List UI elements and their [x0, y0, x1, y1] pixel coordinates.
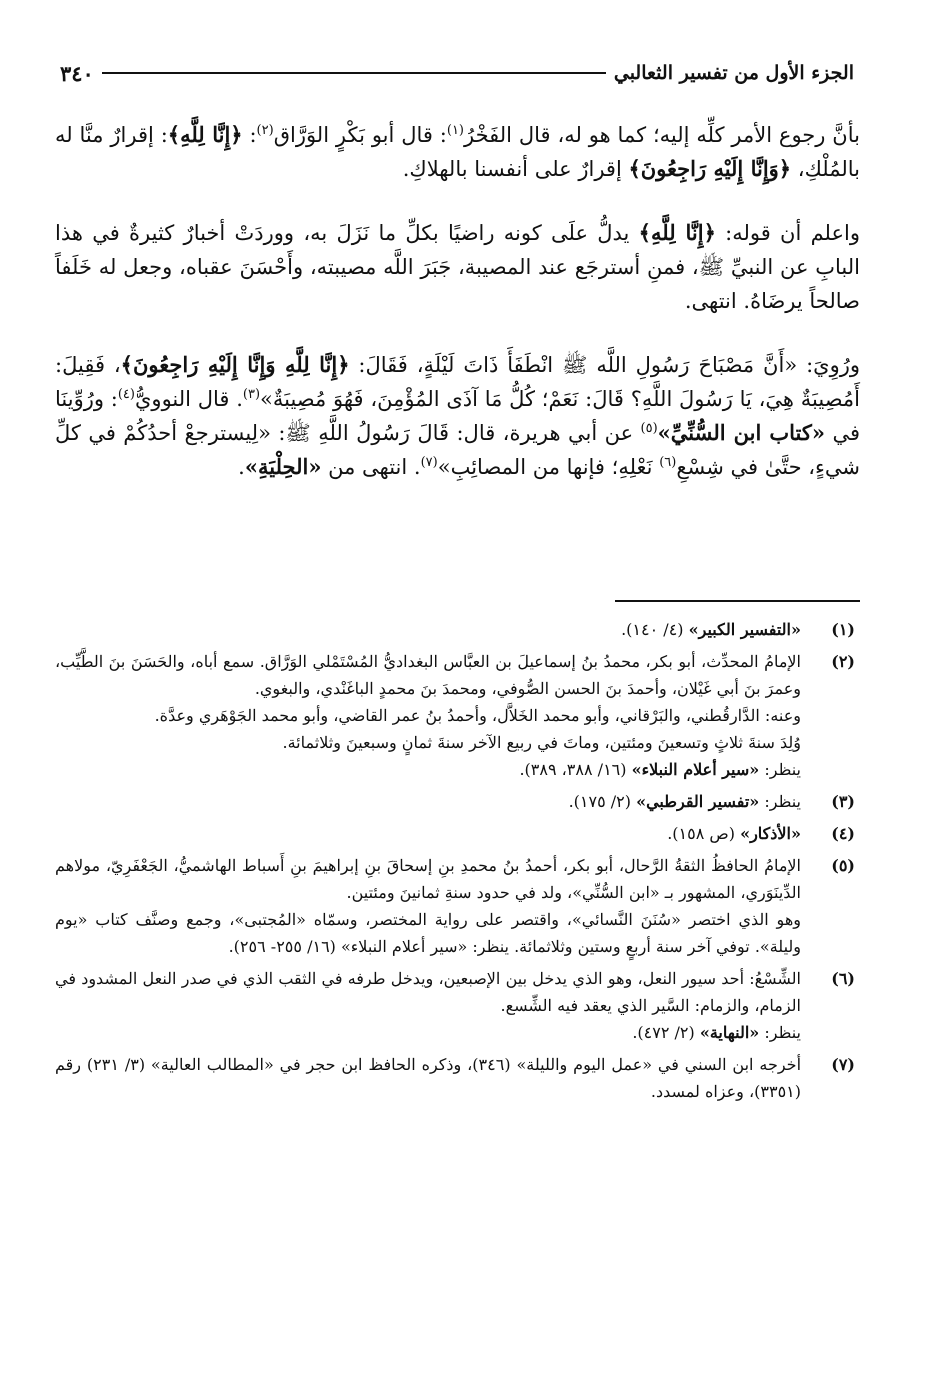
footnote-paragraph: [55, 648, 801, 702]
footnote-paragraph: [55, 852, 801, 906]
footnote-source-title: «الأذكار»: [740, 824, 801, 843]
footnote-ref-5[interactable]: (٥): [640, 421, 658, 436]
footnote-paragraph: [55, 965, 801, 1019]
text-run: :: [242, 123, 257, 147]
book-title: «كتاب ابن السُّنِّيِّ»: [657, 420, 826, 445]
footnote-text-run: ينظر:: [759, 792, 801, 811]
text-run: : إقرارٌ منَّا له بالمُلْكِ،: [55, 123, 860, 181]
footnote-paragraph: [55, 616, 801, 643]
quran-quote: ﴿وَإِنَّا إِلَيْهِ رَاجِعُونَ﴾: [628, 156, 792, 181]
quran-quote: ﴿إِنَّا لِلَّهِ﴾: [638, 220, 716, 245]
text-run: ، فَقِيلَ: أَمُصِيبَةٌ هِيَ، يَا رَسُولَ اللَّهِ؟ قَالَ: نَعَمْ؛ كُلُّ مَا آذَى المُؤْمِنَ، فَهُوَ مُصِيبَةٌ»: [55, 353, 860, 411]
footnote-text: [55, 648, 801, 783]
footnote-text-run: الإمامُ الحافظُ الثقةُ الرَّحال، أبو بكر، أحمدُ بنُ محمدِ بنِ إسحاقَ بنِ إبراهيمَ بنِ أَسباط الهاشميُّ، الجَعْفَرِيّ، مولاهم الدِّينَوَري، المشهور بـ «ابن السُّنِّي»، ولد في حدود سنةِ ثمانينَ ومئتين.: [55, 856, 801, 902]
footnote-text-run: الإمامُ المحدِّث، أبو بكر، محمدُ بنُ إسماعيلَ بن العبَّاس البغداديُّ المُسْتَمْلي الوَرَّاق. سمع أباه، والحَسَنَ بنَ الطَّيِّب، وعمرَ بنَ أبي غَيْلان، وأحمدَ بنَ الحسن الصُّوفي، ومحمدَ بنَ محمدٍ الباغَنْدي، والبغوي.: [55, 652, 801, 698]
footnotes: [55, 616, 855, 1110]
footnote-paragraph: [55, 906, 801, 960]
quran-quote: ﴿إِنَّا لِلَّهِ وَإِنَّا إِلَيْهِ رَاجِعُونَ﴾: [120, 352, 350, 377]
footnote-paragraph: [55, 729, 801, 756]
footnote-1: [55, 616, 855, 643]
footnote-ref-3[interactable]: (٣): [242, 387, 261, 402]
text-run: واعلم أن قوله:: [715, 221, 860, 245]
footnote-paragraph: [55, 1019, 801, 1046]
footnote-ref-1[interactable]: (١): [446, 123, 464, 138]
main-text: [55, 118, 860, 514]
footnote-text: [55, 820, 801, 847]
paragraph-2: [55, 216, 860, 318]
footnote-3: [55, 788, 855, 815]
footnote-text: [55, 852, 801, 960]
footnote-text-run: ينظر:: [759, 1023, 801, 1042]
page-number: ٣٤٠: [60, 60, 94, 86]
footnote-text-run: (ص ١٥٨).: [667, 824, 741, 843]
running-title: الجزء الأول من تفسير الثعالبي: [613, 62, 854, 84]
text-run: .: [238, 455, 245, 479]
quran-quote: ﴿إِنَّا لِلَّهِ﴾: [167, 122, 243, 147]
footnote-text-run: (٢/ ٤٧٢).: [632, 1023, 700, 1042]
footnote-text-run: أخرجه ابن السني في «عمل اليوم والليلة» (٣٤٦)، وذكره الحافظ ابن حجر في «المطالب العالية» (٣/ ٢٣١) رقم (٣٣٥١)، وعزاه لمسدد.: [55, 1055, 802, 1101]
footnote-separator: [615, 600, 860, 602]
text-run: إقرارٌ على أنفسنا بالهلاكِ.: [402, 157, 629, 181]
footnote-number: (٢): [831, 652, 855, 671]
footnote-number: (٤): [831, 824, 855, 843]
text-run: . انتهى من: [321, 455, 421, 479]
paragraph-3: [55, 348, 860, 484]
footnote-paragraph: [55, 788, 801, 815]
footnote-source-title: «سير أعلام النبلاء»: [631, 760, 760, 779]
footnote-source-title: «التفسير الكبير»: [688, 620, 801, 639]
footnote-paragraph: [55, 702, 801, 729]
footnote-text: [55, 1051, 801, 1105]
footnote-5: [55, 852, 855, 960]
footnote-number: (٥): [831, 856, 855, 875]
footnote-text-run: وهو الذي اختصر «سُنَنَ النَّسائي»، واقتصر على رواية المختصر، وسمّاه «المُجتبى»، وجمع وصنَّف كتاب «يوم وليلة». توفي آخر سنة أربعٍ وستين وثلاثمائة. ينظر: «سير أعلام النبلاء» (١٦/ ٢٥٥- ٢٥٦).: [55, 910, 801, 956]
text-run: : ورُوِّينَا في: [55, 387, 860, 445]
footnote-number: (٣): [831, 792, 855, 811]
footnote-text-run: (٢/ ١٧٥).: [568, 792, 637, 811]
text-run: : قال أبو بَكْرٍ الوَرَّاق: [273, 123, 447, 147]
paragraph-1: [55, 118, 860, 186]
footnote-text-run: الشِّسْعُ: أحد سيور النعل، وهو الذي يدخل بين الإصبعين، ويدخل طرفه في الثقب الذي في صدر النعل المشدود في الزمام، والزمام: السَّير الذي يعقد فيه الشِّسع.: [55, 969, 801, 1015]
text-run: يدلُّ علَى كونه راضيًا بكلِّ ما نَزَلَ به، ووردَتْ أخبارٌ كثيرةٌ في هذا البابِ عن النبيِّ ﷺ، فمنِ أسترجَع عند المصيبة، جَبَرَ اللَّه مصيبته، وأَحْسَنَ عقباه، وجعل له خَلَفاً صالحاً يرضَاهُ. انتهى.: [55, 221, 860, 313]
page-header: [50, 56, 860, 90]
footnote-text: [55, 788, 801, 815]
footnote-ref-6[interactable]: (٦): [659, 455, 677, 470]
text-run: ورُوِيَ: «أَنَّ مَصْبَاحَ رَسُولِ اللَّه ﷺ انْطَفَأَ ذَاتَ لَيْلَةٍ، فَقَالَ:: [349, 353, 861, 377]
text-run: . قال النوويُّ: [134, 387, 243, 411]
footnote-text: [55, 965, 801, 1046]
footnote-ref-4[interactable]: (٤): [117, 387, 135, 402]
footnote-text-run: (٤/ ١٤٠).: [621, 620, 689, 639]
footnote-text-run: وُلِدَ سنةَ ثلاثٍ وتسعينَ ومئتين، وماتَ في ربيع الآخر سنةَ ثمانٍ وسبعينَ وثلاثمائة.: [282, 733, 801, 752]
footnote-text-run: (١٦/ ٣٨٨، ٣٨٩).: [519, 760, 632, 779]
footnote-number: (٦): [831, 969, 855, 988]
footnote-6: [55, 965, 855, 1046]
footnote-2: [55, 648, 855, 783]
text-run: عن أبي هريرة، قال: قَالَ رَسُولُ اللَّهِ ﷺ: «لِيسترجعْ أحدُكُمْ في كلِّ شيءٍ، حتَّىٰ في شِسْعِ: [55, 421, 860, 479]
text-run: بأنَّ رجوع الأمر كلِّه إليه؛ كما هو له، قال الفَخْرُ: [464, 123, 860, 147]
footnote-text-run: ينظر:: [759, 760, 801, 779]
footnote-paragraph: [55, 1051, 801, 1105]
footnote-source-title: «تفسير القرطبي»: [636, 792, 760, 811]
footnote-ref-7[interactable]: (٧): [420, 455, 438, 470]
footnote-text-run: وعنه: الدَّارقُطني، والبَرْقاني، وأبو محمد الخَلاَّل، وأحمدُ بنُ عمر القاضي، وأبو محمد الجَوْهَري وعدَّة.: [154, 706, 801, 725]
footnote-7: [55, 1051, 855, 1105]
footnote-4: [55, 820, 855, 847]
footnote-number: (١): [831, 620, 855, 639]
footnote-paragraph: [55, 756, 801, 783]
footnote-paragraph: [55, 820, 801, 847]
footnote-ref-2[interactable]: (٢): [256, 123, 274, 138]
footnote-number: (٧): [831, 1055, 855, 1074]
header-rule: [102, 72, 606, 74]
footnote-text: [55, 616, 801, 643]
text-run: نَعْلِهِ؛ فإنها من المصائِبِ»: [437, 455, 660, 479]
source-title: «الحِلْيَةِ»: [244, 454, 322, 479]
footnote-source-title: «النهاية»: [699, 1023, 760, 1042]
